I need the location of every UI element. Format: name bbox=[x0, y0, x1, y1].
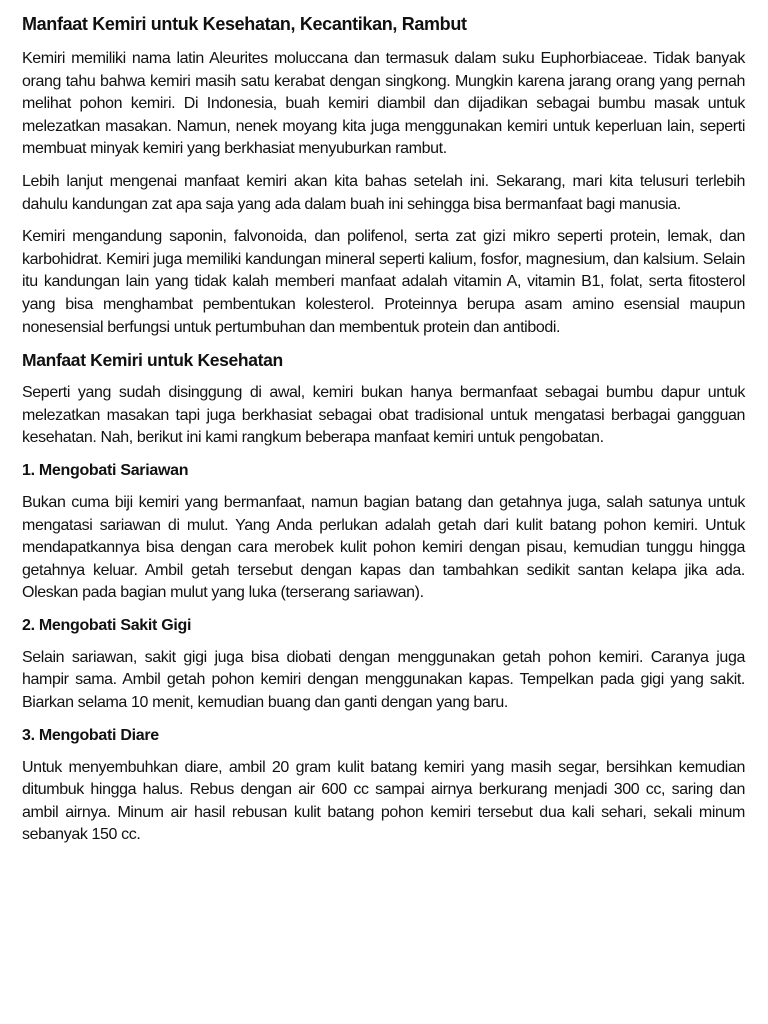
item-paragraph-sakit-gigi: Selain sariawan, sakit gigi juga bisa diobati dengan menggunakan getah pohon kemiri. Caranya juga hampir sama. Ambil getah pohon kemiri dengan menggunakan kapas. Tempelkan pada gigi yang sakit. Biarkan selama 10 menit, kemudian buang dan ganti dengan yang baru. bbox=[22, 648, 745, 712]
intro-paragraph: Kemiri mengandung saponin, falvonoida, dan polifenol, serta zat gizi mikro seperti protein, lemak, dan karbohidrat. Kemiri juga memiliki kandungan mineral seperti kalium, fosfor, magnesium, dan kalsium. Selain itu kandungan lain yang tidak kalah memberi manfaat adalah vitamin A, vitamin B1, folat, serta fitosterol yang bisa menghambat pembentukan kolesterol. Proteinnya berupa asam amino esensial maupun nonesensial berfungsi untuk pertumbuhan dan membentuk protein dan antibodi. bbox=[22, 228, 745, 336]
article-title: Manfaat Kemiri untuk Kesehatan, Kecantikan, Rambut bbox=[22, 14, 467, 34]
intro-paragraph: Lebih lanjut mengenai manfaat kemiri akan kita bahas setelah ini. Sekarang, mari kita telusuri terlebih dahulu kandungan zat apa saja yang ada dalam buah ini sehingga bisa bermanfaat bagi manusia. bbox=[22, 172, 745, 213]
intro-paragraph: Kemiri memiliki nama latin Aleurites moluccana dan termasuk dalam suku Euphorbiaceae. Tidak banyak orang tahu bahwa kemiri masih satu kerabat dengan singkong. Mungkin karena jarang orang yang pernah melihat pohon kemiri. Di Indonesia, buah kemiri diambil dan dijadikan sebagai bumbu masak untuk melezatkan masakan. Namun, nenek moyang kita juga menggunakan kemiri untuk keperluan lain, seperti membuat minyak kemiri yang berkhasiat menyuburkan rambut. bbox=[22, 50, 745, 158]
item-heading-sariawan: 1. Mengobati Sariawan bbox=[22, 461, 189, 479]
item-heading-diare: 3. Mengobati Diare bbox=[22, 726, 159, 744]
item-paragraph-diare: Untuk menyembuhkan diare, ambil 20 gram kulit batang kemiri yang masih segar, bersihkan kemudian ditumbuk hingga halus. Rebus dengan air 600 cc sampai airnya berkurang menjadi 300 cc, saring dan ambil airnya. Minum air hasil rebusan kulit batang pohon kemiri tersebut dua kali sehari, sekali minum sebanyak 150 cc. bbox=[22, 758, 745, 844]
item-paragraph-sariawan: Bukan cuma biji kemiri yang bermanfaat, namun bagian batang dan getahnya juga, salah satunya untuk mengatasi sariawan di mulut. Yang Anda perlukan adalah getah dari kulit batang pohon kemiri. Untuk mendapatkannya bisa dengan cara merobek kulit pohon kemiri dengan pisau, kemudian tunggu hingga getahnya keluar. Ambil getah tersebut dengan kapas dan tambahkan sedikit santan kelapa jika ada. Oleskan pada bagian mulut yang luka (terserang sariawan). bbox=[22, 493, 745, 602]
section-heading-health: Manfaat Kemiri untuk Kesehatan bbox=[22, 350, 283, 371]
section-lead-paragraph: Seperti yang sudah disinggung di awal, kemiri bukan hanya bermanfaat sebagai bumbu dapur untuk melezatkan masakan tapi juga berkhasiat sebagai obat tradisional untuk mengatasi berbagai gangguan kesehatan. Nah, berikut ini kami rangkum beberapa manfaat kemiri untuk pengobatan. bbox=[22, 384, 745, 447]
item-heading-sakit-gigi: 2. Mengobati Sakit Gigi bbox=[22, 616, 192, 634]
